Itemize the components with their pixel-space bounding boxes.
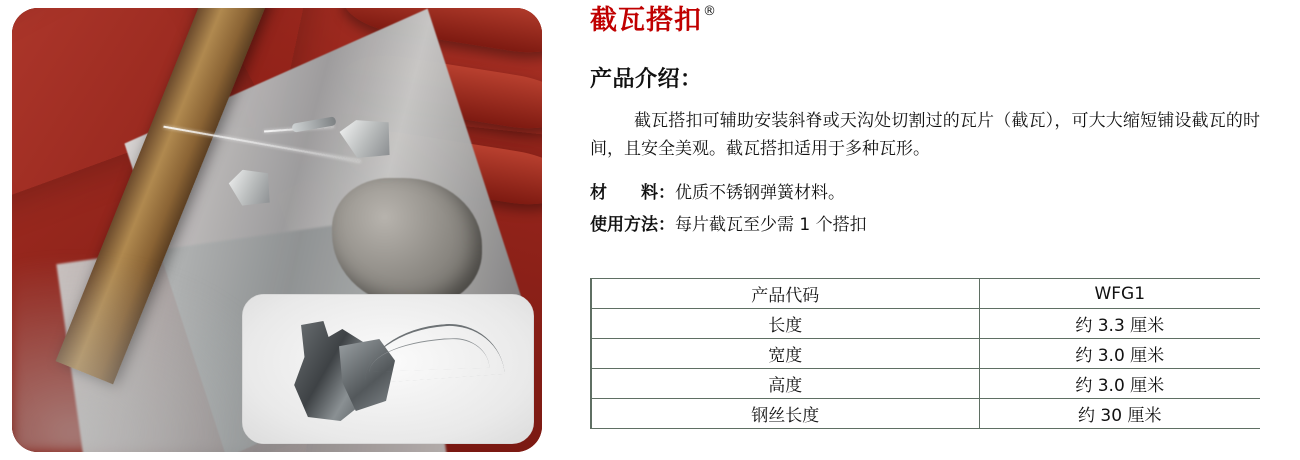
inset-product-closeup bbox=[242, 294, 534, 444]
registered-trademark-icon: ® bbox=[703, 4, 716, 19]
table-cell-value: 约 3.0 厘米 bbox=[979, 369, 1260, 399]
table-row bbox=[591, 279, 1260, 309]
table-row bbox=[591, 399, 1260, 429]
introduction-paragraph: 截瓦搭扣可辅助安装斜脊或天沟处切割过的瓦片（截瓦），可大大缩短铺设截瓦的时间，且安全美观。截瓦搭扣适用于多种瓦形。 bbox=[590, 111, 1260, 159]
spec-field-material-label: 材 料： bbox=[590, 183, 675, 203]
table-cell-label: 产品代码 bbox=[591, 279, 979, 309]
table-cell-value: 约 3.3 厘米 bbox=[979, 309, 1260, 339]
spec-field-usage-value: 每片截瓦至少需 1 个搭扣 bbox=[675, 215, 867, 235]
spec-field-material bbox=[590, 178, 845, 203]
table-cell-label: 钢丝长度 bbox=[591, 399, 979, 429]
spec-field-usage-label: 使用方法： bbox=[590, 215, 675, 235]
table-cell-label: 宽度 bbox=[591, 339, 979, 369]
table-row bbox=[591, 339, 1260, 369]
main-product-photo bbox=[12, 8, 542, 452]
product-info-column bbox=[590, 0, 1290, 460]
table-cell-label: 高度 bbox=[591, 369, 979, 399]
section-heading-introduction: 产品介绍： bbox=[590, 67, 703, 92]
product-title: 截瓦搭扣 bbox=[590, 5, 702, 36]
table-cell-value: 约 3.0 厘米 bbox=[979, 339, 1260, 369]
table-row bbox=[591, 309, 1260, 339]
table-cell-value: WFG1 bbox=[979, 279, 1260, 309]
spec-field-usage bbox=[590, 210, 867, 235]
table-cell-label: 长度 bbox=[591, 309, 979, 339]
table-row bbox=[591, 369, 1260, 399]
specification-table bbox=[590, 278, 1260, 429]
product-title-row bbox=[590, 6, 716, 36]
spec-field-material-value: 优质不锈钢弹簧材料。 bbox=[675, 183, 845, 203]
table-cell-value: 约 30 厘米 bbox=[979, 399, 1260, 429]
